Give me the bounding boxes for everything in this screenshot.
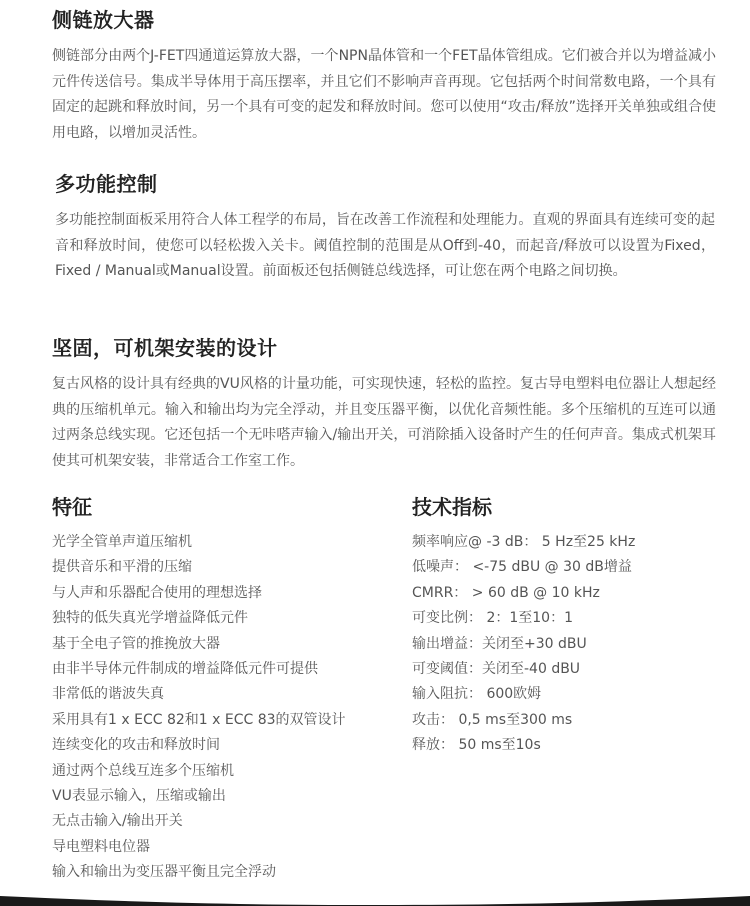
feature-item: 基于全电子管的推挽放大器 xyxy=(52,635,220,652)
spec-item xyxy=(412,733,732,758)
feature-item: 光学全管单声道压缩机 xyxy=(52,534,192,550)
spec-label: 可变比例： xyxy=(412,610,482,627)
section-body-control: 多功能控制面板采用符合人体工程学的布局，旨在改善工作流程和处理能力。直观的界面具有连续可变的起音和释放时间，使您可以轻松拨入关卡。阈值控制的范围是从Off到-40，而起音/释放可以设置为Fixed，Fixed / Manual或Manual设置。前面板还包括侧链总线选择，可让您在两个电路之间切换。 xyxy=(55,212,715,279)
specs-column xyxy=(412,494,732,759)
section-multifunction-control xyxy=(55,171,715,285)
spec-label: 释放： xyxy=(412,737,454,754)
spec-label: 输出增益： xyxy=(412,635,482,652)
spec-item xyxy=(412,682,732,707)
spec-value: 5 Hz至25 kHz xyxy=(537,534,636,550)
spec-item xyxy=(412,632,732,657)
feature-item: 输入和输出为变压器平衡且完全浮动 xyxy=(52,864,276,881)
bottom-band-shape xyxy=(0,896,750,906)
spec-label: 低噪声： xyxy=(412,559,468,576)
spec-value: 0,5 ms至300 ms xyxy=(454,711,573,728)
feature-item: 与人声和乐器配合使用的理想选择 xyxy=(52,584,262,601)
bottom-decorative-band xyxy=(0,886,750,906)
specs-title: 技术指标 xyxy=(412,495,492,519)
spec-value: 关闭至+30 dBU xyxy=(482,635,587,652)
section-title-sidechain: 侧链放大器 xyxy=(52,8,155,32)
spec-item xyxy=(412,606,732,631)
features-list xyxy=(52,530,392,886)
specs-list xyxy=(412,530,732,759)
spec-item xyxy=(412,555,732,580)
spec-value: 50 ms至10s xyxy=(454,737,541,754)
spec-item xyxy=(412,581,732,606)
feature-item: 通过两个总线互连多个压缩机 xyxy=(52,762,234,779)
spec-item xyxy=(412,530,732,555)
spec-value: 600欧姆 xyxy=(482,686,542,703)
feature-item: 采用具有1 x ECC 82和1 x ECC 83的双管设计 xyxy=(52,711,346,728)
spec-value: > 60 dB @ 10 kHz xyxy=(467,584,600,601)
spec-label: 攻击： xyxy=(412,711,454,728)
features-column xyxy=(52,494,392,886)
spec-label: 可变阈值： xyxy=(412,661,482,678)
section-title-design: 坚固，可机架安装的设计 xyxy=(52,336,278,360)
feature-item: 独特的低失真光学增益降低元件 xyxy=(52,610,248,627)
feature-item: 连续变化的攻击和释放时间 xyxy=(52,737,220,754)
spec-value: <-75 dBU @ 30 dB增益 xyxy=(468,559,632,576)
features-title: 特征 xyxy=(52,495,92,519)
spec-value: 关闭至-40 dBU xyxy=(482,661,581,678)
spec-label: 输入阻抗： xyxy=(412,686,482,703)
feature-item: 非常低的谐波失真 xyxy=(52,686,164,703)
feature-item: 导电塑料电位器 xyxy=(52,838,150,855)
spec-label: CMRR： xyxy=(412,584,468,601)
spec-item xyxy=(412,657,732,682)
feature-item: VU表显示输入，压缩或输出 xyxy=(52,788,226,805)
section-body-design: 复古风格的设计具有经典的VU风格的计量功能，可实现快速，轻松的监控。复古导电塑料电位器让人想起经典的压缩机单元。输入和输出均为完全浮动，并且变压器平衡，以优化音频性能。多个压缩机的互连可以通过两条总线实现。它还包括一个无咔嗒声输入/输出开关，可消除插入设备时产生的任何声音。集成式机架耳使其可机架安装，非常适合工作室工作。 xyxy=(52,376,716,469)
feature-item: 由非半导体元件制成的增益降低元件可提供 xyxy=(52,661,318,678)
spec-value: 2：1至10：1 xyxy=(482,610,573,627)
section-title-control: 多功能控制 xyxy=(55,172,158,196)
spec-item xyxy=(412,708,732,733)
feature-item: 提供音乐和平滑的压缩 xyxy=(52,559,192,576)
spec-label: 频率响应@ -3 dB： xyxy=(412,534,538,550)
feature-item: 无点击输入/输出开关 xyxy=(52,813,183,830)
section-body-sidechain: 侧链部分由两个J-FET四通道运算放大器，一个NPN晶体管和一个FET晶体管组成。它们被合并以为增益减小元件传送信号。集成半导体用于高压摆率，并且它们不影响声音再现。它包括两个时间常数电路，一个具有固定的起跳和释放时间，另一个具有可变的起发和释放时间。您可以使用“攻击/释放”选择开关单独或组合使用电路，以增加灵活性。 xyxy=(52,48,716,141)
section-sidechain-amplifier xyxy=(52,7,716,146)
section-rack-design xyxy=(52,335,716,474)
